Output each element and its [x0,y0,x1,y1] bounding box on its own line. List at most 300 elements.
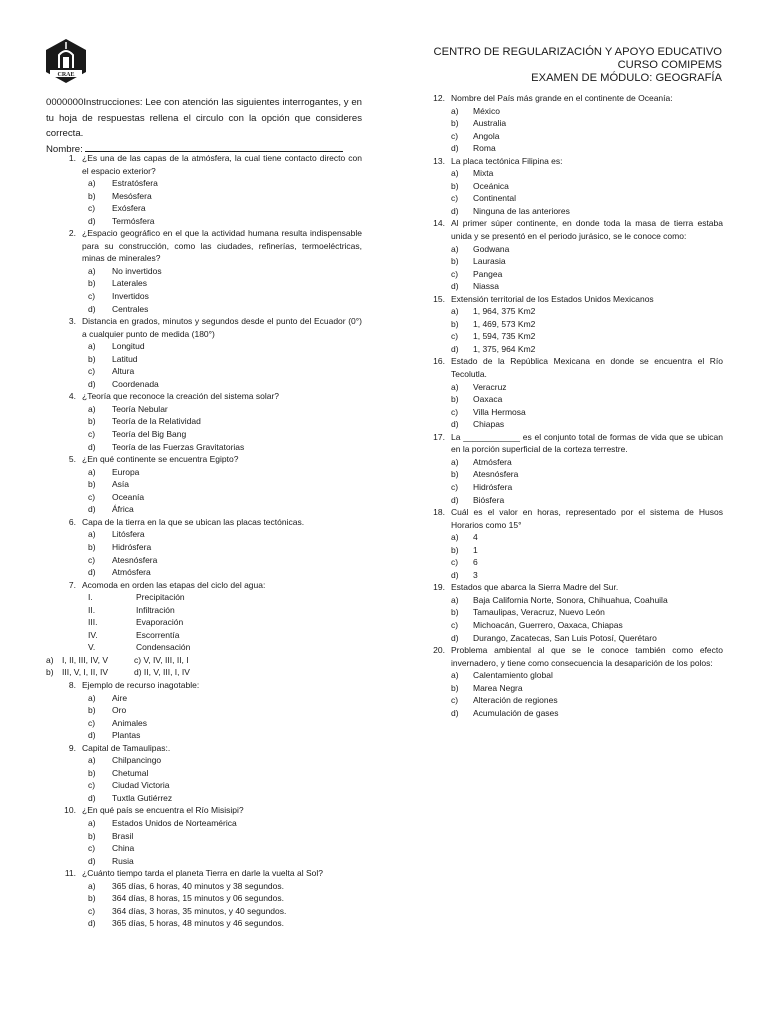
option-text: Atmósfera [473,456,512,467]
option-letter: b) [88,830,96,841]
option-letter: d) [451,707,459,718]
question-text: Cuál es el valor en horas, representado por el sistema de Husos Horarios como 15° [451,507,723,530]
answer-option[interactable] [429,569,723,582]
answer-option[interactable] [429,556,723,569]
answer-option[interactable] [429,619,723,632]
option-letter: d) [88,441,96,452]
exam-header [434,46,722,86]
question-text: Extensión territorial de los Estados Unidos Mexicanos [451,293,654,304]
answer-option[interactable] [46,491,362,504]
option-letter: b) [88,541,96,552]
cycle-stage [46,604,362,617]
option-text: Niassa [473,281,499,292]
question-4 [46,390,362,453]
stage-label: Precipitación [136,592,185,603]
question-stem [46,227,362,265]
answer-option[interactable] [429,381,723,394]
stage-numeral: III. [88,617,98,628]
option-letter: c) [451,619,459,630]
option-text: Angola [473,130,500,141]
question-number: 17. [433,431,445,442]
answer-option[interactable] [46,190,362,203]
answer-option[interactable] [46,478,362,491]
question-number: 11. [64,868,76,879]
question-stem [429,293,723,306]
option-text: Rusia [112,855,134,866]
question-text: Capa de la tierra en la que se ubican las placas tectónicas. [82,516,305,527]
question-number: 7. [68,579,76,590]
option-letter: a) [88,265,96,276]
option-text: Tamaulipas, Veracruz, Nuevo León [473,607,605,618]
answer-option[interactable] [46,265,362,278]
question-stem [429,431,723,456]
stage-label: Evaporación [136,617,184,628]
question-5 [46,453,362,516]
answer-option[interactable] [46,779,362,792]
question-16 [429,355,723,430]
option-letter: b) [451,607,459,618]
option-letter: d) [451,569,459,580]
option-letter: d) [88,215,96,226]
option-text: Atesnósfera [473,469,519,480]
answer-option[interactable] [429,606,723,619]
option-letter: b) [451,180,459,191]
question-stem [46,315,362,340]
option-letter: b) [451,318,459,329]
answer-option[interactable] [46,855,362,868]
answer-option[interactable] [46,340,362,353]
answer-option[interactable] [46,177,362,190]
answer-option[interactable] [429,707,723,720]
answer-option[interactable] [46,378,362,391]
cycle-stage [46,616,362,629]
option-text: 365 días, 6 horas, 40 minutos y 38 segundos. [112,880,285,891]
question-number: 3. [68,316,76,327]
question-text: Problema ambiental al que se le conoce también como efecto invernadero, y tiene como consecuencia la desaparición de los polos: [451,645,723,668]
option-text: Michoacán, Guerrero, Oaxaca, Chiapas [473,619,623,630]
name-label: Nombre: [46,143,83,155]
question-stem [429,155,723,168]
answer-option[interactable] [46,830,362,843]
option-text: Durango, Zacatecas, San Luis Potosí, Querétaro [473,632,657,643]
option-text: 1, 469, 573 Km2 [473,318,536,329]
question-number: 4. [68,391,76,402]
question-number: 1. [68,153,76,163]
answer-option[interactable] [46,754,362,767]
question-number: 12. [433,93,445,103]
option-text: Chetumal [112,767,149,778]
answer-option-row [46,654,362,667]
option-letter: b) [88,190,96,201]
answer-option[interactable] [429,130,723,143]
option-text: Teoría del Big Bang [112,429,187,440]
option-text: Centrales [112,303,149,314]
answer-option[interactable] [46,892,362,905]
answer-option[interactable] [46,466,362,479]
option-text: Plantas [112,730,141,741]
option-letter: a) [88,817,96,828]
option-text: Marea Negra [473,682,523,693]
option-letter: b) [88,893,96,904]
option-letter: a) [88,755,96,766]
question-text: Estados que abarca la Sierra Madre del Sur. [451,582,619,593]
logo-text: CRAE [57,72,75,78]
option-letter: b) [88,705,96,716]
option-letter: d) [451,494,459,505]
question-stem [429,506,723,531]
question-text: Estado de la República Mexicana en donde se encuentra el Río Tecolutla. [451,356,723,380]
stage-numeral: II. [88,604,96,615]
answer-option[interactable] [429,105,723,118]
question-number: 8. [68,679,76,690]
header-exam-title: EXAMEN DE MÓDULO: GEOGRAFÍA [531,72,722,85]
answer-option[interactable] [46,842,362,855]
answer-option[interactable] [429,305,723,318]
option-letter: c) [88,554,96,565]
answer-option[interactable] [46,303,362,316]
option-letter: c) [451,695,459,706]
cycle-stage [46,591,362,604]
instructions-text: 0000000Instrucciones: Lee con atención las siguientes interrogantes, y en tu hoja de respuestas rellena el circulo con la opción que consideres correcta. [46,97,362,140]
stage-numeral: V. [88,642,96,653]
option-text[interactable]: I, II, III, IV, V [62,654,108,665]
option-text: Acumulación de gases [473,707,559,718]
option-letter: d) [88,303,96,314]
option-letter: b) [451,256,459,267]
question-text: La ____________ es el conjunto total de formas de vida que se ubican en la porción superficial de la corteza terrestre. [451,431,723,455]
question-stem [429,644,723,669]
question-stem [429,92,723,105]
answer-option[interactable] [429,142,723,155]
question-stem [46,867,362,880]
answer-option[interactable] [429,406,723,419]
question-number: 20. [433,645,445,656]
answer-option[interactable] [46,729,362,742]
question-number: 2. [68,228,76,239]
question-number: 15. [433,293,445,304]
option-text: Chilpancingo [112,755,162,766]
option-text: Atmósfera [112,567,151,578]
option-text: Godwana [473,243,510,254]
option-letter: c) [88,366,96,377]
question-number: 18. [433,507,445,518]
option-letter: c) [88,843,96,854]
option-text: Asía [112,479,130,490]
answer-option[interactable] [46,817,362,830]
option-text: Australia [473,118,507,129]
question-number: 19. [433,582,445,593]
question-text: Capital de Tamaulipas:. [82,742,171,753]
option-text: Aire [112,692,128,703]
answer-option[interactable] [46,215,362,228]
option-letter: a) [451,168,459,179]
answer-option[interactable] [46,767,362,780]
question-12 [429,92,723,155]
answer-option[interactable] [46,403,362,416]
option-text: Veracruz [473,381,507,392]
question-20 [429,644,723,719]
question-text: Acomoda en orden las etapas del ciclo del agua: [82,579,266,590]
option-text: México [473,105,500,116]
answer-option[interactable] [429,318,723,331]
option-text: Invertidos [112,291,149,302]
answer-option[interactable] [429,343,723,356]
answer-option[interactable] [429,531,723,544]
option-text[interactable]: d) II, V, III, I, IV [134,667,190,678]
option-letter: b) [451,469,459,480]
option-letter: b) [451,394,459,405]
option-letter: a) [88,341,96,352]
name-blank[interactable] [85,142,343,152]
answer-option[interactable] [46,415,362,428]
option-text[interactable]: III, V, I, II, IV [62,667,108,678]
answer-option[interactable] [429,494,723,507]
question-text: Ejemplo de recurso inagotable: [82,679,200,690]
answer-option[interactable] [429,393,723,406]
answer-option[interactable] [429,594,723,607]
option-letter: c) [451,331,459,342]
answer-option[interactable] [429,255,723,268]
answer-option[interactable] [429,468,723,481]
answer-option[interactable] [429,481,723,494]
answer-option[interactable] [46,503,362,516]
questions-column-left [46,152,362,930]
option-letter: b) [451,118,459,129]
option-text: Estratósfera [112,178,158,189]
question-stem [429,581,723,594]
option-text: Coordenada [112,378,159,389]
option-text: Teoría de la Relatividad [112,416,201,427]
option-letter: c) [451,130,459,141]
question-18 [429,506,723,581]
option-text: Longitud [112,341,145,352]
answer-option[interactable] [46,290,362,303]
question-text: ¿Cuánto tiempo tarda el planeta Tierra en darle la vuelta al Sol? [82,868,323,879]
question-text: ¿En qué continente se encuentra Egipto? [82,454,239,465]
option-text: África [112,504,134,515]
stage-numeral: IV. [88,629,98,640]
cycle-stage [46,629,362,642]
crae-logo [44,38,88,84]
option-letter: d) [88,918,96,929]
question-stem [46,742,362,755]
answer-option[interactable] [46,353,362,366]
option-letter: c) [451,193,459,204]
option-letter: d) [88,855,96,866]
option-letter: a) [88,692,96,703]
option-letter: b) [46,667,54,678]
question-stem [46,152,362,177]
answer-option[interactable] [46,541,362,554]
option-text: Mesósfera [112,190,152,201]
question-number: 13. [433,155,445,166]
option-text: Animales [112,717,147,728]
answer-option[interactable] [429,330,723,343]
answer-option[interactable] [46,692,362,705]
option-letter: c) [88,491,96,502]
option-text: Oro [112,705,127,716]
answer-option[interactable] [46,905,362,918]
answer-option[interactable] [46,917,362,930]
answer-option[interactable] [46,880,362,893]
question-19 [429,581,723,644]
option-text: Calentamiento global [473,670,553,681]
question-13 [429,155,723,218]
answer-option[interactable] [429,694,723,707]
option-text: 365 días, 5 horas, 48 minutos y 46 segundos. [112,918,285,929]
question-stem [46,516,362,529]
answer-option[interactable] [46,277,362,290]
option-text: Ninguna de las anteriores [473,205,570,216]
option-text: Teoría de las Fuerzas Gravitatorias [112,441,245,452]
answer-option[interactable] [46,792,362,805]
answer-option[interactable] [429,180,723,193]
question-1 [46,152,362,227]
answer-option[interactable] [429,205,723,218]
question-2 [46,227,362,315]
question-text: La placa tectónica Filipina es: [451,155,563,166]
question-14 [429,217,723,292]
option-letter: c) [88,780,96,791]
option-letter: d) [88,567,96,578]
question-8 [46,679,362,742]
option-text: Exósfera [112,203,146,214]
question-stem [429,355,723,380]
answer-option[interactable] [46,528,362,541]
question-number: 16. [433,356,445,367]
answer-option[interactable] [46,365,362,378]
question-text: ¿Es una de las capas de la atmósfera, la cual tiene contacto directo con el espacio exterior? [82,153,362,176]
answer-option[interactable] [46,428,362,441]
answer-option-row [46,666,362,679]
answer-option[interactable] [429,167,723,180]
option-text[interactable]: c) V, IV, III, II, I [134,654,189,665]
option-letter: c) [88,905,96,916]
answer-option[interactable] [429,192,723,205]
question-text: Nombre del País más grande en el continente de Oceanía: [451,93,673,103]
answer-option[interactable] [46,717,362,730]
question-text: Distancia en grados, minutos y segundos desde el punto del Ecuador (0°) a cualquier punto de medida (180°) [82,316,362,339]
option-text: China [112,843,135,854]
option-letter: d) [451,205,459,216]
question-number: 5. [68,454,76,465]
option-text: Alteración de regiones [473,695,558,706]
option-text: Altura [112,366,135,377]
option-letter: d) [88,730,96,741]
option-letter: b) [88,416,96,427]
question-17 [429,431,723,506]
option-letter: c) [88,429,96,440]
question-number: 14. [433,218,445,229]
option-text: Termósfera [112,215,155,226]
option-text: Laurasia [473,256,506,267]
question-number: 10. [64,805,76,816]
option-text: 364 días, 3 horas, 35 minutos, y 40 segundos. [112,905,287,916]
option-letter: a) [451,532,459,543]
stage-numeral: I. [88,592,93,603]
option-letter: a) [46,654,54,665]
option-letter: d) [451,143,459,154]
answer-option[interactable] [429,669,723,682]
option-letter: c) [88,717,96,728]
answer-option[interactable] [46,202,362,215]
answer-option[interactable] [429,456,723,469]
answer-option[interactable] [46,554,362,567]
option-text: 364 días, 8 horas, 15 minutos y 06 segundos. [112,893,285,904]
stage-label: Condensación [136,642,191,653]
answer-option[interactable] [429,544,723,557]
option-letter: d) [88,378,96,389]
answer-option[interactable] [429,682,723,695]
option-letter: b) [88,278,96,289]
question-11 [46,867,362,930]
option-text: Ciudad Victoria [112,780,170,791]
option-text: 4 [473,532,478,543]
option-letter: a) [88,880,96,891]
option-text: 1 [473,544,478,555]
option-text: Biósfera [473,494,505,505]
option-letter: b) [88,353,96,364]
question-6 [46,516,362,579]
option-text: 3 [473,569,478,580]
option-letter: c) [451,557,459,568]
header-course: CURSO COMIPEMS [617,59,722,72]
question-stem [46,579,362,592]
option-letter: a) [451,594,459,605]
option-letter: a) [88,529,96,540]
question-text: ¿En qué país se encuentra el Río Misisipi? [82,805,244,816]
option-text: Mixta [473,168,494,179]
option-text: Pangea [473,268,503,279]
option-letter: d) [451,281,459,292]
option-text: Roma [473,143,496,154]
question-stem [46,804,362,817]
option-letter: d) [451,343,459,354]
option-letter: a) [88,178,96,189]
answer-option[interactable] [46,566,362,579]
option-letter: a) [88,403,96,414]
stage-label: Infiltración [136,604,175,615]
answer-option[interactable] [429,117,723,130]
answer-option[interactable] [46,704,362,717]
option-letter: a) [451,456,459,467]
answer-option[interactable] [429,632,723,645]
option-letter: c) [451,481,459,492]
answer-option[interactable] [429,243,723,256]
question-number: 6. [68,516,76,527]
option-letter: a) [451,670,459,681]
option-text: Continental [473,193,517,204]
option-text: Atesnósfera [112,554,158,565]
question-stem [429,217,723,242]
option-text: Brasil [112,830,134,841]
answer-option[interactable] [429,268,723,281]
option-letter: c) [451,268,459,279]
option-text: Teoría Nebular [112,403,168,414]
instructions [46,95,362,157]
option-text: Litósfera [112,529,145,540]
answer-option[interactable] [429,280,723,293]
answer-option[interactable] [429,418,723,431]
option-letter: d) [451,419,459,430]
option-letter: a) [451,105,459,116]
option-text: 6 [473,557,478,568]
answer-option[interactable] [46,441,362,454]
option-letter: c) [88,291,96,302]
option-text: Hidrósfera [473,481,513,492]
question-15 [429,293,723,356]
cycle-stage [46,641,362,654]
